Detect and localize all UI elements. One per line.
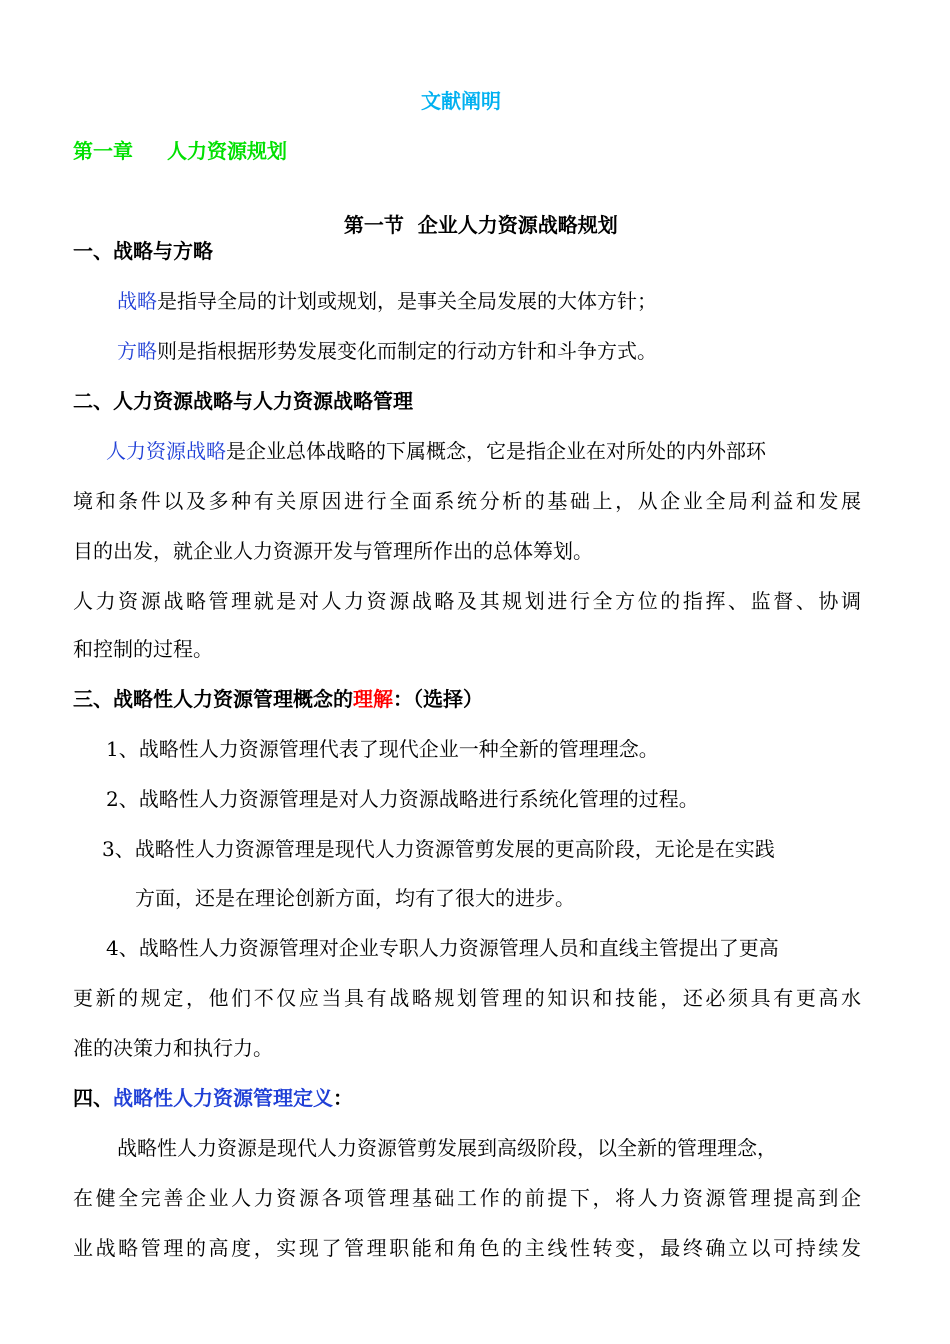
chapter-title: 人力资源规划 <box>167 139 287 163</box>
chapter-number: 第一章 <box>73 139 133 163</box>
section-3-heading: 三、战略性人力资源管理概念的理解：（选择） <box>73 687 483 711</box>
strategy-definition: 战略是指导全局的计划或规划，是事关全局发展的大体方针； <box>117 289 657 313</box>
definition-line-2: 在健全完善企业人力资源各项管理基础工作的前提下，将人力资源管理提高到企 <box>73 1186 861 1210</box>
hr-strategy-mgmt-line-2: 和控制的过程。 <box>73 637 213 661</box>
section-1-heading: 一、战略与方略 <box>73 239 213 263</box>
highlight-understanding: 理解 <box>353 687 393 711</box>
list-item-1: 1、战略性人力资源管理代表了现代企业一种全新的管理理念。 <box>106 737 659 761</box>
hr-strategy-line-2: 境和条件以及多种有关原因进行全面系统分析的基础上，从企业全局利益和发展 <box>73 489 861 513</box>
list-item-3-line-1: 3、战略性人力资源管理是现代人力资源管剪发展的更高阶段，无论是在实践 <box>102 837 775 861</box>
section-title: 第一节 企业人力资源战略规划 <box>343 213 618 237</box>
section-4-heading: 四、战略性人力资源管理定义： <box>73 1086 353 1110</box>
chapter-heading <box>73 139 287 163</box>
tactics-definition: 方略则是指根据形势发展变化而制定的行动方针和斗争方式。 <box>117 339 657 363</box>
list-item-2: 2、战略性人力资源管理是对人力资源战略进行系统化管理的过程。 <box>106 787 699 811</box>
definition-line-3: 业战略管理的高度，实现了管理职能和角色的主线性转变，最终确立以可持续发 <box>73 1236 861 1260</box>
list-item-4-line-1: 4、战略性人力资源管理对企业专职人力资源管理人员和直线主管提出了更高 <box>106 936 779 960</box>
term-tactics: 方略 <box>117 339 157 363</box>
term-hr-strategy: 人力资源战略 <box>106 439 226 463</box>
term-shrm-definition: 战略性人力资源管理定义 <box>113 1086 333 1110</box>
section-2-heading: 二、人力资源战略与人力资源战略管理 <box>73 389 413 413</box>
hr-strategy-line-1: 人力资源战略是企业总体战略的下属概念，它是指企业在对所处的内外部环 <box>106 439 766 463</box>
list-item-4-line-3: 准的决策力和执行力。 <box>73 1036 273 1060</box>
hr-strategy-mgmt-line-1: 人力资源战略管理就是对人力资源战略及其规划进行全方位的指挥、监督、协调 <box>73 589 861 613</box>
list-item-3-line-2: 方面，还是在理论创新方面，均有了很大的进步。 <box>135 886 575 910</box>
definition-line-1: 战略性人力资源是现代人力资源管剪发展到高级阶段，以全新的管理理念， <box>117 1136 777 1160</box>
hr-strategy-line-3: 目的出发，就企业人力资源开发与管理所作出的总体筹划。 <box>73 539 593 563</box>
term-strategy: 战略 <box>117 289 157 313</box>
list-item-4-line-2: 更新的规定，他们不仅应当具有战略规划管理的知识和技能，还必须具有更高水 <box>73 986 861 1010</box>
document-title: 文献阐明 <box>421 89 501 113</box>
